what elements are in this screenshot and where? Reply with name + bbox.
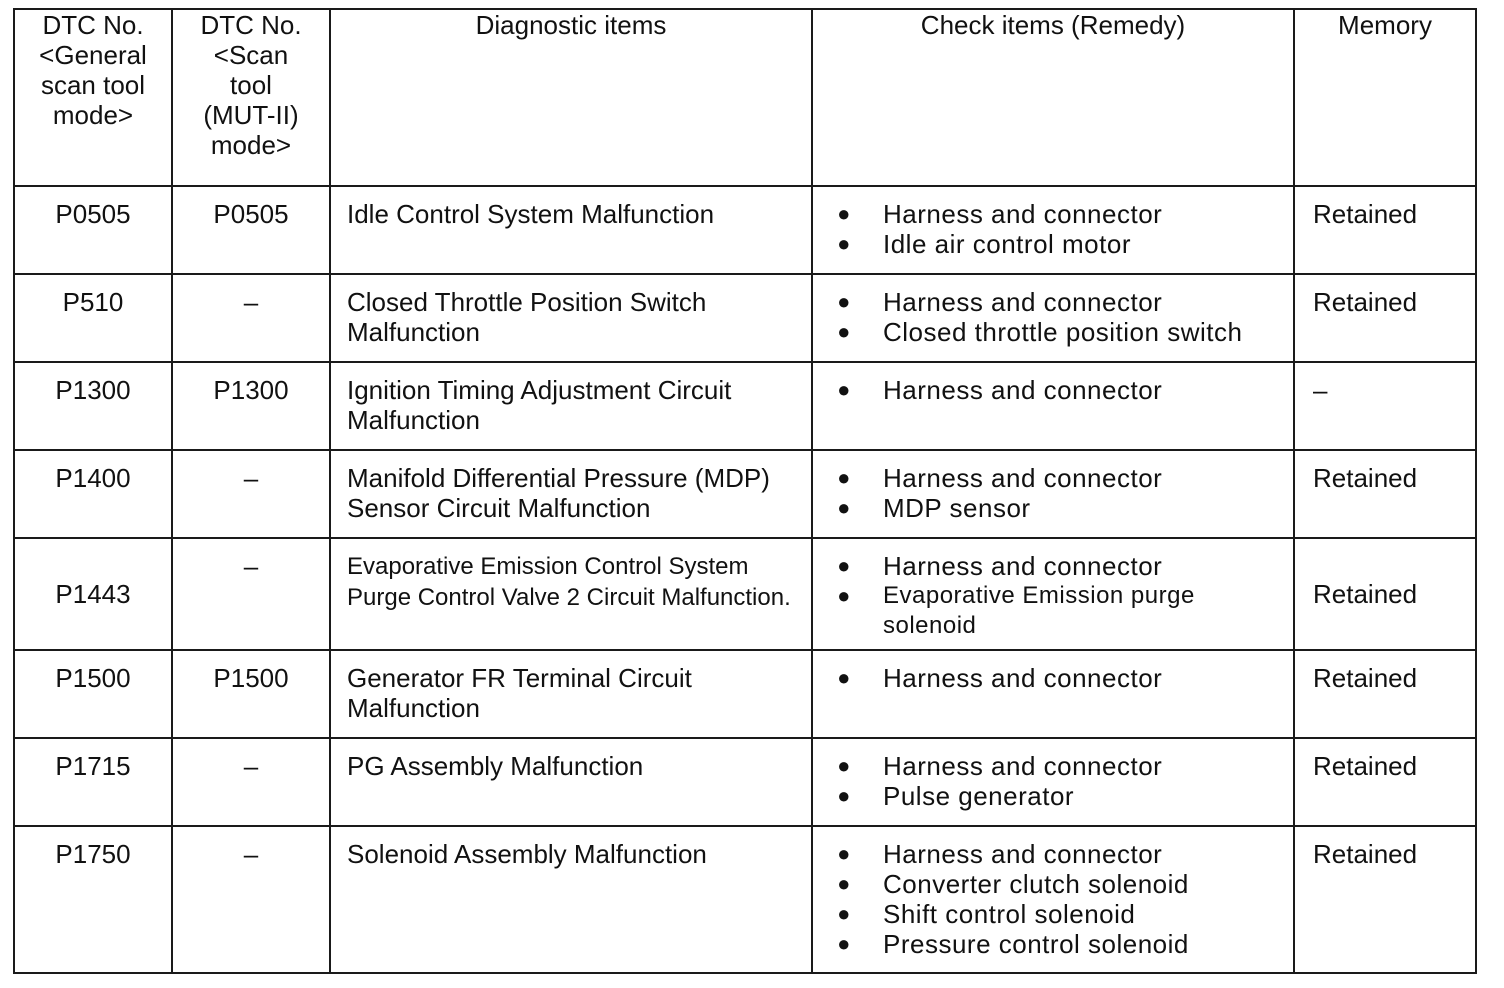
- dtc-scan-cell: P1300: [172, 362, 330, 450]
- bullet-icon: ●: [837, 931, 851, 956]
- check-items-list: [829, 199, 1285, 259]
- bullet-icon: ●: [837, 553, 851, 578]
- bullet-icon: ●: [837, 231, 851, 256]
- check-item-text: MDP sensor: [883, 493, 1031, 523]
- table-row: [14, 274, 1476, 362]
- diagnostic-item-cell: Manifold Differential Pressure (MDP) Sensor Circuit Malfunction: [330, 450, 812, 538]
- memory-cell: Retained: [1294, 186, 1476, 274]
- table-row: [14, 186, 1476, 274]
- check-items-cell: [812, 826, 1294, 973]
- check-item: [829, 929, 1285, 959]
- check-item-text: Evaporative Emission purge solenoid: [883, 582, 1195, 639]
- dtc-general-cell: P510: [14, 274, 172, 362]
- diagnostic-item-cell: PG Assembly Malfunction: [330, 738, 812, 826]
- table-body: [14, 186, 1476, 973]
- check-item-text: Closed throttle position switch: [883, 317, 1243, 347]
- bullet-icon: ●: [837, 319, 851, 344]
- check-items-list: [829, 375, 1285, 405]
- check-item: [829, 551, 1285, 581]
- check-item: [829, 751, 1285, 781]
- bullet-icon: ●: [837, 583, 851, 608]
- check-items-list: [829, 463, 1285, 523]
- bullet-icon: ●: [837, 377, 851, 402]
- diagnostic-item-cell: Generator FR Terminal Circuit Malfunction: [330, 650, 812, 738]
- check-item-text: Idle air control motor: [883, 229, 1131, 259]
- check-items-list: [829, 551, 1285, 641]
- bullet-icon: ●: [837, 753, 851, 778]
- header-check-items: Check items (Remedy): [812, 9, 1294, 186]
- dtc-table: [13, 8, 1477, 974]
- check-item: [829, 869, 1285, 899]
- check-item-text: Harness and connector: [883, 463, 1163, 493]
- check-items-cell: [812, 538, 1294, 650]
- diagnostic-item-cell: Ignition Timing Adjustment Circuit Malfunction: [330, 362, 812, 450]
- bullet-icon: ●: [837, 495, 851, 520]
- header-dtc-general: DTC No. <General scan tool mode>: [14, 9, 172, 186]
- check-items-list: [829, 751, 1285, 811]
- dtc-general-cell: P1443: [14, 538, 172, 650]
- dtc-general-cell: P1715: [14, 738, 172, 826]
- bullet-icon: ●: [837, 201, 851, 226]
- dtc-scan-cell: P1500: [172, 650, 330, 738]
- check-item-text: Harness and connector: [883, 663, 1163, 693]
- memory-cell: Retained: [1294, 274, 1476, 362]
- check-item-text: Harness and connector: [883, 375, 1163, 405]
- dtc-scan-cell: –: [172, 826, 330, 973]
- check-item: [829, 463, 1285, 493]
- bullet-icon: ●: [837, 901, 851, 926]
- check-items-cell: [812, 186, 1294, 274]
- diagnostic-item-cell: Closed Throttle Position Switch Malfunction: [330, 274, 812, 362]
- bullet-icon: ●: [837, 289, 851, 314]
- check-item-text: Harness and connector: [883, 287, 1163, 317]
- check-items-list: [829, 663, 1285, 693]
- check-item-text: Harness and connector: [883, 751, 1163, 781]
- header-diagnostic-items: Diagnostic items: [330, 9, 812, 186]
- check-items-list: [829, 287, 1285, 347]
- check-item: [829, 581, 1285, 641]
- check-item: [829, 287, 1285, 317]
- memory-cell: Retained: [1294, 738, 1476, 826]
- table-row: [14, 650, 1476, 738]
- table-row: [14, 362, 1476, 450]
- bullet-icon: ●: [837, 871, 851, 896]
- check-item: [829, 375, 1285, 405]
- check-items-cell: [812, 362, 1294, 450]
- check-item-text: Pressure control solenoid: [883, 929, 1189, 959]
- dtc-scan-cell: P0505: [172, 186, 330, 274]
- diagnostic-item-cell: Solenoid Assembly Malfunction: [330, 826, 812, 973]
- dtc-general-cell: P1500: [14, 650, 172, 738]
- table-row: [14, 826, 1476, 973]
- memory-cell: Retained: [1294, 650, 1476, 738]
- dtc-general-cell: P1750: [14, 826, 172, 973]
- diagnostic-item-cell: Idle Control System Malfunction: [330, 186, 812, 274]
- dtc-scan-cell: –: [172, 538, 330, 650]
- table-row: [14, 538, 1476, 650]
- dtc-scan-cell: –: [172, 274, 330, 362]
- check-item: [829, 781, 1285, 811]
- table-row: [14, 450, 1476, 538]
- dtc-general-cell: P1300: [14, 362, 172, 450]
- table-row: [14, 738, 1476, 826]
- check-item: [829, 663, 1285, 693]
- bullet-icon: ●: [837, 783, 851, 808]
- dtc-general-cell: P0505: [14, 186, 172, 274]
- memory-cell: Retained: [1294, 538, 1476, 650]
- check-items-list: [829, 839, 1285, 959]
- header-row: [14, 9, 1476, 186]
- bullet-icon: ●: [837, 665, 851, 690]
- header-memory: Memory: [1294, 9, 1476, 186]
- check-item-text: Shift control solenoid: [883, 899, 1136, 929]
- check-items-cell: [812, 450, 1294, 538]
- memory-cell: Retained: [1294, 826, 1476, 973]
- check-item: [829, 199, 1285, 229]
- header-dtc-scan: DTC No. <Scan tool (MUT-II) mode>: [172, 9, 330, 186]
- check-item-text: Pulse generator: [883, 781, 1075, 811]
- check-item-text: Harness and connector: [883, 839, 1163, 869]
- check-item: [829, 493, 1285, 523]
- bullet-icon: ●: [837, 465, 851, 490]
- check-item: [829, 899, 1285, 929]
- check-item-text: Harness and connector: [883, 551, 1163, 581]
- dtc-scan-cell: –: [172, 450, 330, 538]
- check-items-cell: [812, 650, 1294, 738]
- check-items-cell: [812, 738, 1294, 826]
- diagnostic-item-cell: Evaporative Emission Control System Purge Control Valve 2 Circuit Malfunction.: [330, 538, 812, 650]
- check-item-text: Converter clutch solenoid: [883, 869, 1189, 899]
- memory-cell: Retained: [1294, 450, 1476, 538]
- check-items-cell: [812, 274, 1294, 362]
- memory-cell: –: [1294, 362, 1476, 450]
- check-item: [829, 229, 1285, 259]
- bullet-icon: ●: [837, 841, 851, 866]
- check-item-text: Harness and connector: [883, 199, 1163, 229]
- check-item: [829, 839, 1285, 869]
- check-item: [829, 317, 1285, 347]
- dtc-general-cell: P1400: [14, 450, 172, 538]
- dtc-scan-cell: –: [172, 738, 330, 826]
